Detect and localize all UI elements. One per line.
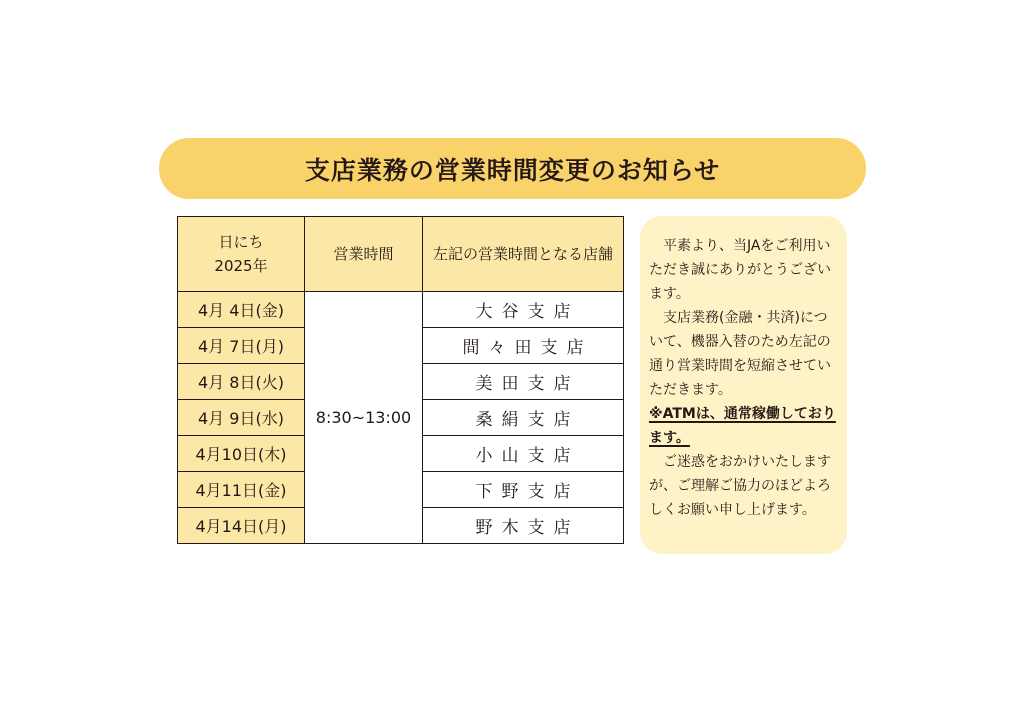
branch-cell: 桑絹支店 [423,400,624,436]
date-cell: 4月 8日(火) [178,364,305,400]
atm-note-text: ※ATMは、通常稼働しております。 [649,406,836,446]
branch-cell: 大谷支店 [423,292,624,328]
atm-note [649,402,839,450]
date-cell: 4月11日(金) [178,472,305,508]
schedule-table [177,216,624,544]
notice-apology: ご迷惑をおかけいたしますが、ご理解ご協力のほどよろしくお願い申し上げます。 [649,454,831,518]
header-year-label: 2025年 [214,257,268,275]
branch-cell: 小山支店 [423,436,624,472]
date-cell: 4月 7日(月) [178,328,305,364]
notice-greeting: 平素より、当JAをご利用いただき誠にありがとうございます。 [649,238,831,302]
page-title: 支店業務の営業時間変更のお知らせ [304,155,721,185]
branch-cell: 美田支店 [423,364,624,400]
branch-cell: 野木支店 [423,508,624,544]
date-cell: 4月10日(木) [178,436,305,472]
header-date-label: 日にち [218,233,264,251]
date-cell: 4月 9日(水) [178,400,305,436]
title-banner [159,138,866,199]
branch-cell: 間々田支店 [423,328,624,364]
branch-cell: 下野支店 [423,472,624,508]
notice-box [640,216,847,554]
date-cell: 4月14日(月) [178,508,305,544]
table-row [178,292,624,328]
header-date [178,217,305,292]
date-cell: 4月 4日(金) [178,292,305,328]
notice-hours-change: 支店業務(金融・共済)について、機器入替のため左記の通り営業時間を短縮させていただきます。 [649,310,831,398]
header-branches: 左記の営業時間となる店舗 [423,217,624,292]
hours-cell: 8:30~13:00 [305,292,423,544]
header-hours: 営業時間 [305,217,423,292]
table-header-row [178,217,624,292]
